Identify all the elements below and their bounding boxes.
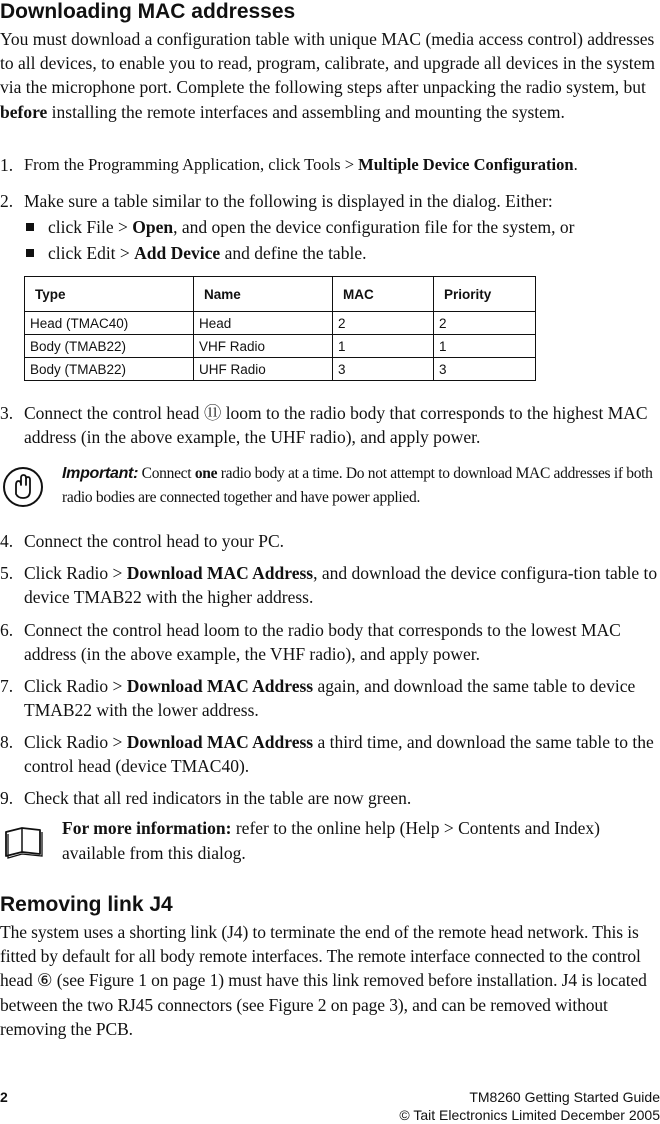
cell-name: UHF Radio — [194, 358, 333, 381]
intro-paragraph: You must download a configuration table with unique MAC (media access control) addresses to all devices, to enable you to read, program, calibrate, and upgrade all devices in the system via the microphone port. Complete the following steps after unpacking the radio system, but before installing the remote interfaces and assembling and mounting the system. — [0, 29, 656, 122]
column-header-mac: MAC — [333, 277, 434, 312]
cell-type: Body (TMAB22) — [25, 335, 194, 358]
cell-name: VHF Radio — [194, 335, 333, 358]
section-heading-mac: Downloading MAC addresses — [0, 0, 296, 23]
guide-title: TM8260 Getting Started Guide — [469, 1089, 660, 1105]
step-1: 1. From the Programming Application, click Tools > Multiple Device Configuration. — [0, 155, 578, 175]
cell-mac: 2 — [333, 312, 434, 335]
step-8: 8. Click Radio > Download MAC Address a third time, and download the same table to the control head (device TMAC40). — [0, 732, 654, 777]
column-header-priority: Priority — [434, 277, 536, 312]
book-icon — [2, 822, 46, 867]
step-6: 6. Connect the control head loom to the radio body that corresponds to the lowest MAC address (in the above example, the VHF radio), and apply power. — [0, 620, 621, 665]
step-3: 3. Connect the control head ⑪ loom to the radio body that corresponds to the highest MAC address (in the above example, the UHF radio), and apply power. — [0, 403, 648, 448]
j4-paragraph: The system uses a shorting link (J4) to terminate the end of the remote head network. This is fitted by default for all body remote interfaces. The remote interface connected to the control head ⑥ (see Figure 1 on page 1) must have this link removed before installation. J4 is located between the two RJ45 connectors (see Figure 2 on page 3), and can be removed without removing the PCB. — [0, 922, 647, 1039]
table-row — [25, 312, 536, 335]
step-5: 5. Click Radio > Download MAC Address, and download the device configura-tion table to device TMAB22 with the higher address. — [0, 563, 658, 608]
cell-priority: 2 — [434, 312, 536, 335]
cell-mac: 3 — [333, 358, 434, 381]
page-number: 2 — [0, 1089, 8, 1105]
copyright: © Tait Electronics Limited December 2005 — [399, 1107, 660, 1123]
step-4: 4. Connect the control head to your PC. — [0, 531, 285, 551]
table-row — [25, 358, 536, 381]
bullet-open: click File > Open, and open the device configuration file for the system, or — [24, 215, 654, 239]
cell-type: Body (TMAB22) — [25, 358, 194, 381]
table-row — [25, 335, 536, 358]
cell-name: Head — [194, 312, 333, 335]
section-heading-j4: Removing link J4 — [0, 893, 173, 916]
cell-mac: 1 — [333, 335, 434, 358]
column-header-name: Name — [194, 277, 333, 312]
cell-priority: 3 — [434, 358, 536, 381]
step-9: 9. Check that all red indicators in the table are now green. — [0, 788, 412, 808]
bullet-add-device: click Edit > Add Device and define the table. — [24, 241, 654, 265]
cell-priority: 1 — [434, 335, 536, 358]
column-header-type: Type — [25, 277, 194, 312]
device-table — [24, 276, 536, 381]
step-2: 2. Make sure a table similar to the following is displayed in the dialog. Either: — [0, 191, 553, 211]
callout-6: ⑥ — [36, 970, 53, 991]
cell-type: Head (TMAC40) — [25, 312, 194, 335]
hand-icon — [2, 466, 44, 513]
callout-11: ⑪ — [203, 403, 222, 423]
step-7: 7. Click Radio > Download MAC Address again, and download the same table to device TMAB22 with the lower address. — [0, 676, 636, 721]
table-header-row — [25, 277, 536, 312]
